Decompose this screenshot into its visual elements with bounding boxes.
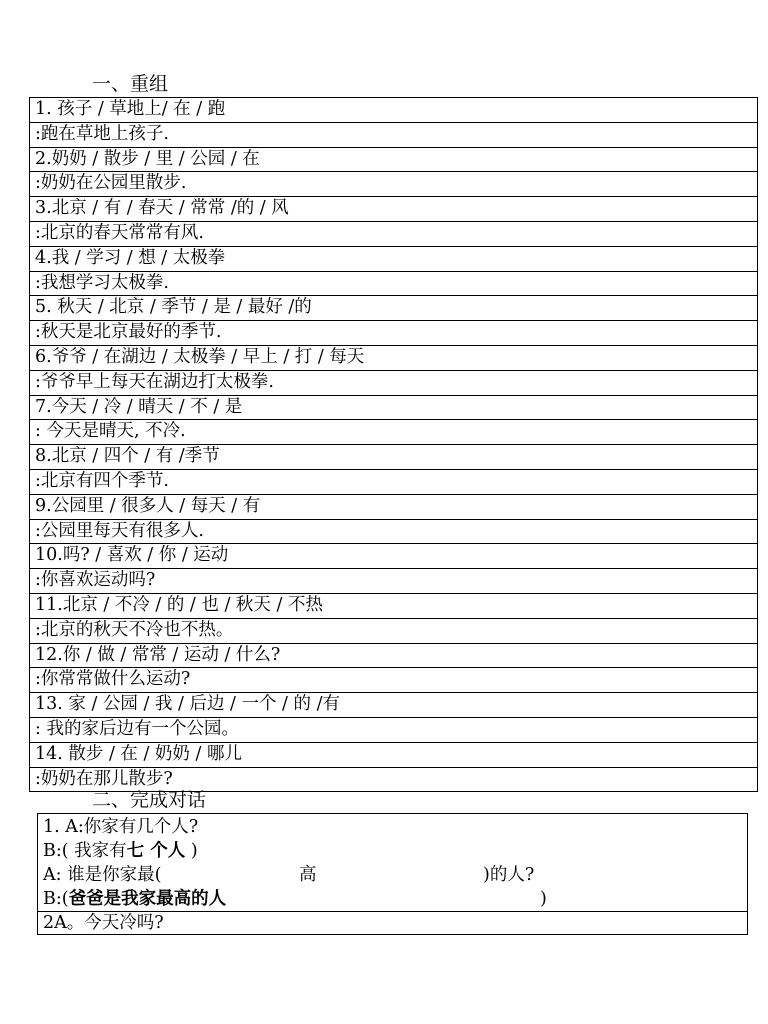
question-cell: 8.北京 / 四个 / 有 /季节 [30,445,758,470]
question-cell: 13. 家 / 公园 / 我 / 后边 / 一个 / 的 /有 [30,693,758,718]
answer-text: 高 [299,865,317,885]
question-cell: 4.我 / 学习 / 想 / 太极拳 [30,246,758,271]
question-cell: 3.北京 / 有 / 春天 / 常常 /的 / 风 [30,197,758,222]
section-title-reorder: 一、重组 [92,73,169,95]
answer-cell: :公园里每天有很多人. [30,519,758,544]
answer-cell: :你常常做什么运动? [30,668,758,693]
question-row [30,197,758,222]
question-cell: 6.爷爷 / 在湖边 / 太极拳 / 早上 / 打 / 每天 [30,345,758,370]
question-row [30,742,758,767]
answer-text: 爸爸是我家最高的人 [68,889,227,909]
dialogue-cell-2: 2A。今天冷吗? [38,912,748,935]
dialogue-row-1 [38,814,748,912]
question-cell: 14. 散步 / 在 / 奶奶 / 哪儿 [30,742,758,767]
answer-row [30,717,758,742]
question-row [30,98,758,123]
question-row [30,544,758,569]
dialogue-line [43,887,747,911]
answer-row [30,172,758,197]
reorder-table [29,97,758,792]
question-row [30,296,758,321]
answer-cell: :我想学习太极拳. [30,271,758,296]
answer-cell: :北京有四个季节. [30,469,758,494]
question-row [30,147,758,172]
answer-row [30,122,758,147]
section-title-dialogue: 二、完成对话 [92,789,207,811]
answer-cell: :跑在草地上孩子. [30,122,758,147]
answer-row [30,221,758,246]
dialogue-row-2 [38,912,748,935]
answer-cell: : 今天是晴天, 不冷. [30,420,758,445]
question-cell: 11.北京 / 不冷 / 的 / 也 / 秋天 / 不热 [30,593,758,618]
dialogue-table [37,813,748,935]
dialogue-text: ) [190,841,198,861]
answer-row [30,469,758,494]
answer-cell: :奶奶在公园里散步. [30,172,758,197]
dialogue-cell-1 [38,814,748,912]
dialogue-text: A: 谁是你家最( [43,865,162,885]
dialogue-line [43,839,747,863]
question-cell: 9.公园里 / 很多人 / 每天 / 有 [30,494,758,519]
answer-row [30,519,758,544]
answer-cell: :你喜欢运动吗? [30,569,758,594]
answer-cell: :秋天是北京最好的季节. [30,321,758,346]
answer-cell: :奶奶在那儿散步? [30,767,758,792]
question-cell: 5. 秋天 / 北京 / 季节 / 是 / 最好 /的 [30,296,758,321]
answer-row [30,618,758,643]
question-row [30,395,758,420]
answer-text: 七 个人 [126,841,186,861]
question-cell: 12.你 / 做 / 常常 / 运动 / 什么? [30,643,758,668]
dialogue-text: B:( [43,889,69,909]
answer-row [30,668,758,693]
question-cell: 10.吗? / 喜欢 / 你 / 运动 [30,544,758,569]
question-cell: 1. 孩子 / 草地上/ 在 / 跑 [30,98,758,123]
question-cell: 7.今天 / 冷 / 晴天 / 不 / 是 [30,395,758,420]
answer-cell: :爷爷早上每天在湖边打太极拳. [30,370,758,395]
question-row [30,693,758,718]
question-row [30,246,758,271]
answer-row [30,321,758,346]
answer-row [30,569,758,594]
dialogue-text: )的人? [483,865,535,885]
answer-cell: : 我的家后边有一个公园。 [30,717,758,742]
question-row [30,593,758,618]
answer-cell: :北京的春天常常有风. [30,221,758,246]
answer-row [30,271,758,296]
dialogue-text: 1. A:你家有几个人? [43,817,199,837]
dialogue-text: B:( 我家有 [43,841,127,861]
question-row [30,494,758,519]
question-row [30,345,758,370]
dialogue-line [43,863,747,887]
dialogue-line [43,815,747,839]
answer-row [30,420,758,445]
answer-cell: :北京的秋天不冷也不热。 [30,618,758,643]
question-row [30,445,758,470]
question-row [30,643,758,668]
answer-row [30,370,758,395]
question-cell: 2.奶奶 / 散步 / 里 / 公园 / 在 [30,147,758,172]
dialogue-text: ) [540,889,547,909]
